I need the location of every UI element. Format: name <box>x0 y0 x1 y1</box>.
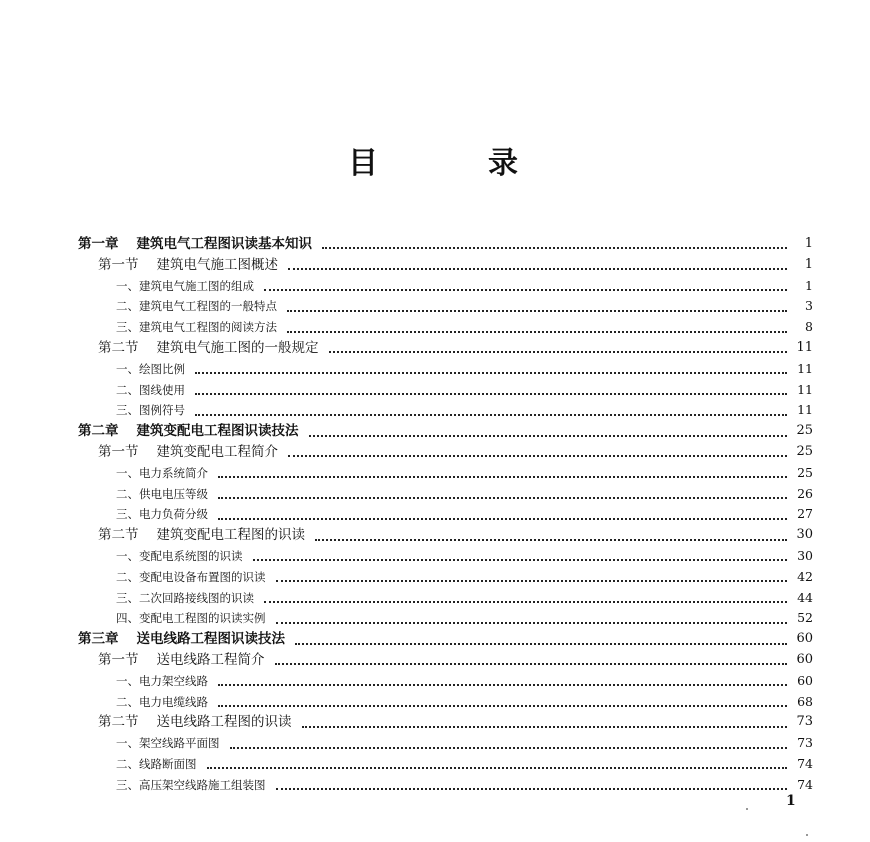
toc-entry-title: 建筑变配电工程图的识读 <box>156 527 305 544</box>
toc-entry-number: 第一章 <box>78 236 119 252</box>
toc-entry-title: 建筑电气工程图识读基本知识 <box>136 236 312 252</box>
toc-entry-label <box>116 546 247 567</box>
toc-entry-title: 送电线路工程图的识读 <box>156 714 292 731</box>
toc-subsection-row <box>78 400 813 421</box>
toc-subsection-row <box>78 546 813 567</box>
toc-entry-label <box>116 588 258 609</box>
toc-entry-page: 26 <box>797 485 813 501</box>
toc-entry-label <box>116 276 258 297</box>
toc-entry-title: 一、电力架空线路 <box>116 673 208 688</box>
toc-subsection-row <box>78 775 813 796</box>
toc-subsection-row <box>78 608 813 629</box>
toc-entry-label <box>78 421 303 442</box>
dot-leader <box>302 726 788 728</box>
dot-leader <box>309 435 788 437</box>
toc-entry-title: 建筑变配电工程简介 <box>156 443 278 460</box>
dot-leader <box>295 643 787 645</box>
toc-entry-title: 建筑变配电工程图识读技法 <box>136 423 299 440</box>
dot-leader <box>264 289 787 291</box>
toc-chapter-row <box>78 234 813 255</box>
toc-subsection-row <box>78 359 813 380</box>
dot-leader <box>276 622 788 624</box>
toc-entry-label <box>116 463 212 484</box>
toc-subsection-row <box>78 380 813 401</box>
toc-entry-page: 11 <box>797 381 813 397</box>
toc-entry-title: 二、电力电缆线路 <box>116 694 208 709</box>
toc-entry-number: 第一节 <box>98 256 139 273</box>
dot-leader <box>287 331 787 333</box>
toc-subsection-row <box>78 588 813 609</box>
toc-entry-page: 30 <box>796 527 813 543</box>
toc-entry-label <box>116 317 281 338</box>
toc-entry-page: 27 <box>797 506 813 522</box>
toc-entry-page: 42 <box>797 568 813 584</box>
toc-entry-page: 11 <box>797 402 813 418</box>
toc-entry-page: 60 <box>797 672 813 688</box>
scan-speck <box>746 808 748 810</box>
dot-leader <box>276 580 788 582</box>
toc-chapter-row <box>78 421 813 442</box>
toc-entry-number: 第二章 <box>78 423 119 440</box>
toc-subsection-row <box>78 567 813 588</box>
toc-entry-page: 68 <box>797 693 813 709</box>
dot-leader <box>218 497 787 499</box>
toc-entry-page: 73 <box>796 714 813 730</box>
toc-entry-label <box>116 296 281 317</box>
toc-chapter-row <box>78 629 813 650</box>
title-char-2: 录 <box>488 146 522 181</box>
toc-entry-title: 二、供电电压等级 <box>116 486 208 501</box>
toc-entry-number: 第二节 <box>98 339 139 356</box>
toc-subsection-row <box>78 463 813 484</box>
toc-entry-label <box>116 567 270 588</box>
dot-leader <box>315 539 787 541</box>
dot-leader <box>218 684 787 686</box>
toc-entry-title: 三、图例符号 <box>116 403 185 418</box>
toc-entry-page: 25 <box>796 443 813 459</box>
dot-leader <box>264 601 787 603</box>
dot-leader <box>230 747 788 749</box>
dot-leader <box>322 247 787 249</box>
toc-section-row <box>78 442 813 463</box>
page-title <box>0 138 870 182</box>
toc-entry-label <box>98 338 323 359</box>
toc-entry-page: 60 <box>796 651 813 667</box>
toc-entry-page: 1 <box>804 256 813 272</box>
toc-entry-page: 74 <box>797 755 813 771</box>
dot-leader <box>218 518 787 520</box>
toc-entry-label <box>78 234 316 255</box>
toc-entry-title: 三、二次回路接线图的识读 <box>116 590 254 605</box>
toc-entry-title: 三、高压架空线路施工组装图 <box>116 777 266 792</box>
toc-entry-title: 二、建筑电气工程图的一般特点 <box>116 299 277 314</box>
toc-entry-page: 25 <box>796 423 813 439</box>
toc-section-row <box>78 338 813 359</box>
dot-leader <box>329 351 788 353</box>
scan-speck <box>806 834 808 836</box>
toc-subsection-row <box>78 296 813 317</box>
toc-entry-title: 送电线路工程简介 <box>156 651 265 668</box>
toc-subsection-row <box>78 484 813 505</box>
toc-entry-number: 第二节 <box>98 714 139 731</box>
toc-subsection-row <box>78 276 813 297</box>
toc-section-row <box>78 650 813 671</box>
toc-entry-label <box>98 525 309 546</box>
toc-entry-page: 1 <box>805 277 813 293</box>
toc-entry-label <box>98 442 282 463</box>
toc-entry-title: 建筑电气施工图的一般规定 <box>156 339 319 356</box>
dot-leader <box>218 476 787 478</box>
toc-entry-title: 二、线路断面图 <box>116 756 197 771</box>
dot-leader <box>276 788 788 790</box>
toc-subsection-row <box>78 754 813 775</box>
toc-entry-page: 11 <box>796 339 813 355</box>
toc-entry-page: 73 <box>797 735 813 751</box>
toc-entry-label <box>116 504 212 525</box>
toc-entry-page: 25 <box>797 464 813 480</box>
toc-section-row <box>78 712 813 733</box>
toc-entry-label <box>116 380 189 401</box>
toc-entry-title: 二、图线使用 <box>116 382 185 397</box>
dot-leader <box>288 268 787 270</box>
toc-entry-label <box>98 650 269 671</box>
toc-entry-label <box>116 484 212 505</box>
toc-subsection-row <box>78 671 813 692</box>
toc-entry-page: 30 <box>797 547 813 563</box>
toc-entry-label <box>116 400 189 421</box>
toc-entry-page: 60 <box>796 631 813 647</box>
toc-entry-title: 建筑电气施工图概述 <box>156 256 278 273</box>
toc-entry-number: 第三章 <box>78 631 119 648</box>
dot-leader <box>218 705 787 707</box>
toc-entry-label <box>116 754 201 775</box>
toc-entry-title: 一、建筑电气施工图的组成 <box>116 278 254 293</box>
toc-entry-label <box>116 608 270 629</box>
toc-entry-label <box>78 629 289 650</box>
toc-entry-title: 三、建筑电气工程图的阅读方法 <box>116 320 277 335</box>
toc-entry-title: 一、架空线路平面图 <box>116 736 220 751</box>
toc-entry-number: 第一节 <box>98 651 139 668</box>
toc-subsection-row <box>78 317 813 338</box>
dot-leader <box>195 393 787 395</box>
toc-entry-label <box>116 775 270 796</box>
toc-entry-number: 第二节 <box>98 527 139 544</box>
toc-entry-number: 第一节 <box>98 443 139 460</box>
dot-leader <box>253 559 788 561</box>
toc-entry-label <box>116 733 224 754</box>
toc-subsection-row <box>78 733 813 754</box>
table-of-contents <box>78 234 813 796</box>
toc-entry-label <box>116 671 212 692</box>
toc-entry-page: 8 <box>805 319 813 335</box>
page-number: 1 <box>786 793 796 809</box>
toc-subsection-row <box>78 504 813 525</box>
toc-entry-page: 44 <box>797 589 813 605</box>
toc-section-row <box>78 525 813 546</box>
toc-entry-title: 一、绘图比例 <box>116 361 185 376</box>
toc-entry-title: 四、变配电工程图的识读实例 <box>116 611 266 626</box>
dot-leader <box>288 455 787 457</box>
toc-entry-title: 三、电力负荷分级 <box>116 507 208 522</box>
toc-entry-label <box>116 692 212 713</box>
toc-entry-title: 二、变配电设备布置图的识读 <box>116 569 266 584</box>
toc-section-row <box>78 255 813 276</box>
toc-entry-page: 52 <box>797 610 813 626</box>
toc-entry-page: 11 <box>797 360 813 376</box>
toc-entry-label <box>116 359 189 380</box>
dot-leader <box>195 372 787 374</box>
toc-entry-title: 送电线路工程图识读技法 <box>136 631 285 648</box>
toc-subsection-row <box>78 692 813 713</box>
toc-entry-label <box>98 255 282 276</box>
dot-leader <box>287 310 787 312</box>
dot-leader <box>207 767 788 769</box>
toc-entry-title: 一、变配电系统图的识读 <box>116 548 243 563</box>
title-char-1: 目 <box>348 146 382 181</box>
toc-entry-page: 74 <box>797 776 813 792</box>
toc-entry-page: 3 <box>805 298 813 314</box>
dot-leader <box>275 663 788 665</box>
dot-leader <box>195 414 787 416</box>
toc-entry-page: 1 <box>804 236 813 251</box>
toc-entry-label <box>98 712 296 733</box>
toc-entry-title: 一、电力系统简介 <box>116 465 208 480</box>
